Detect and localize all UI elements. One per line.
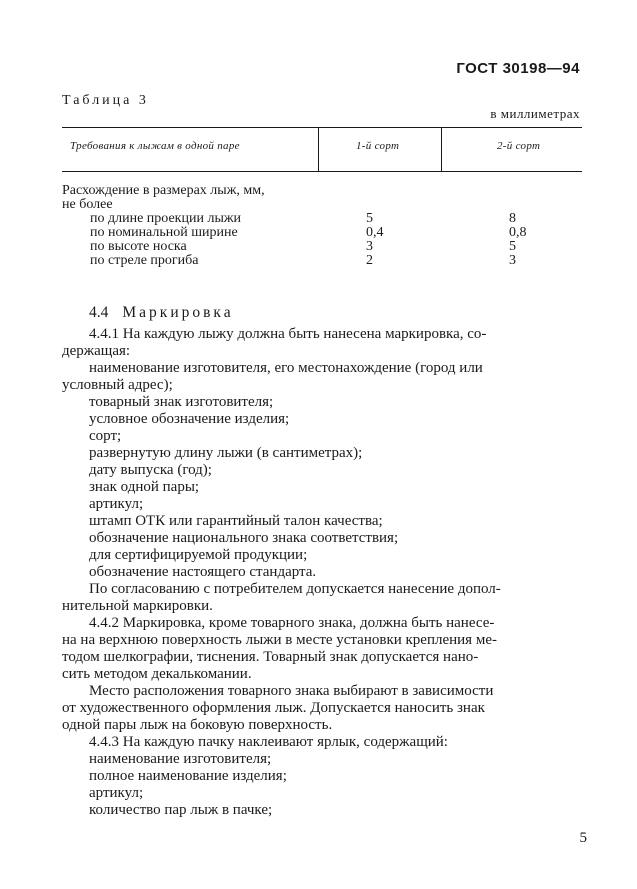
paragraph-line: 4.4.3 На каждую пачку наклеивают ярлык, содержащий: [89,734,448,750]
row-grade2-value: 0,8 [509,225,527,240]
row-name: по номинальной ширине [90,225,238,240]
column-header-grade-2: 2-й сорт [497,140,541,152]
list-item: развернутую длину лыжи (в сантиметрах); [89,445,363,461]
row-grade1-value: 2 [366,253,373,268]
row-grade1-value: 0,4 [366,225,384,240]
paragraph-line: на на верхнюю поверхность лыжи в месте установки крепления ме- [62,632,497,648]
group-label-line1: Расхождение в размерах лыж, мм, [62,183,265,198]
list-item: условное обозначение изделия; [89,411,290,427]
row-name: по длине проекции лыжи [90,211,242,226]
row-grade2-value: 3 [509,253,516,268]
column-header-grade-1: 1-й сорт [356,140,400,152]
page-number: 5 [579,830,587,846]
list-item: артикул; [89,785,144,801]
group-label-line2: не более [62,197,113,212]
table-title: Таблица 3 [62,93,149,108]
list-item: для сертифицируемой продукции; [89,547,308,563]
paragraph-line: тодом шелкографии, тиснения. Товарный знак допускается нано- [62,649,479,665]
standard-code: ГОСТ 30198—94 [456,60,580,77]
list-item: дату выпуска (год); [89,462,212,478]
paragraph-line: По согласованию с потребителем допускается нанесение допол- [89,581,501,597]
table-column-divider [318,127,319,171]
row-name: по высоте носка [90,239,187,254]
paragraph-line: одной пары лыж на боковую поверхность. [62,717,333,733]
unit-note: в миллиметрах [490,106,580,121]
paragraph-line: Место расположения товарного знака выбирают в зависимости [89,683,494,699]
paragraph-line: 4.4.2 Маркировка, кроме товарного знака, должна быть нанесе- [89,615,495,631]
paragraph-line: держащая: [62,343,131,359]
list-item: знак одной пары; [89,479,200,495]
section-number: 4.4 [89,304,109,321]
list-item: полное наименование изделия; [89,768,287,784]
list-item: товарный знак изготовителя; [89,394,274,410]
section-4-4 [62,304,584,819]
table-row [0,253,637,269]
paragraph-line: сить методом декалькомании. [62,666,252,682]
list-item: обозначение национального знака соответствия; [89,530,399,546]
list-item: артикул; [89,496,144,512]
row-grade1-value: 5 [366,211,373,226]
list-item: наименование изготовителя, его местонахождение (город или [89,360,483,376]
list-item: количество пар лыж в пачке; [89,802,273,818]
row-grade2-value: 8 [509,211,516,226]
table-header-rule [62,171,582,172]
column-header-requirements: Требования к лыжам в одной паре [70,140,240,152]
paragraph-line: от художественного оформления лыж. Допускается наносить знак [62,700,485,716]
list-item: условный адрес); [62,377,173,393]
paragraph-line: 4.4.1 На каждую лыжу должна быть нанесена маркировка, со- [89,326,487,342]
row-grade1-value: 3 [366,239,373,254]
paragraph-line: нительной маркировки. [62,598,213,614]
list-item: сорт; [89,428,122,444]
list-item: наименование изготовителя; [89,751,272,767]
row-name: по стреле прогиба [90,253,199,268]
table-column-divider [441,127,442,171]
list-item: обозначение настоящего стандарта. [89,564,317,580]
section-title: Маркировка [122,304,234,321]
table-top-rule [62,127,582,128]
list-item: штамп ОТК или гарантийный талон качества; [89,513,383,529]
row-grade2-value: 5 [509,239,516,254]
section-heading [62,304,584,321]
